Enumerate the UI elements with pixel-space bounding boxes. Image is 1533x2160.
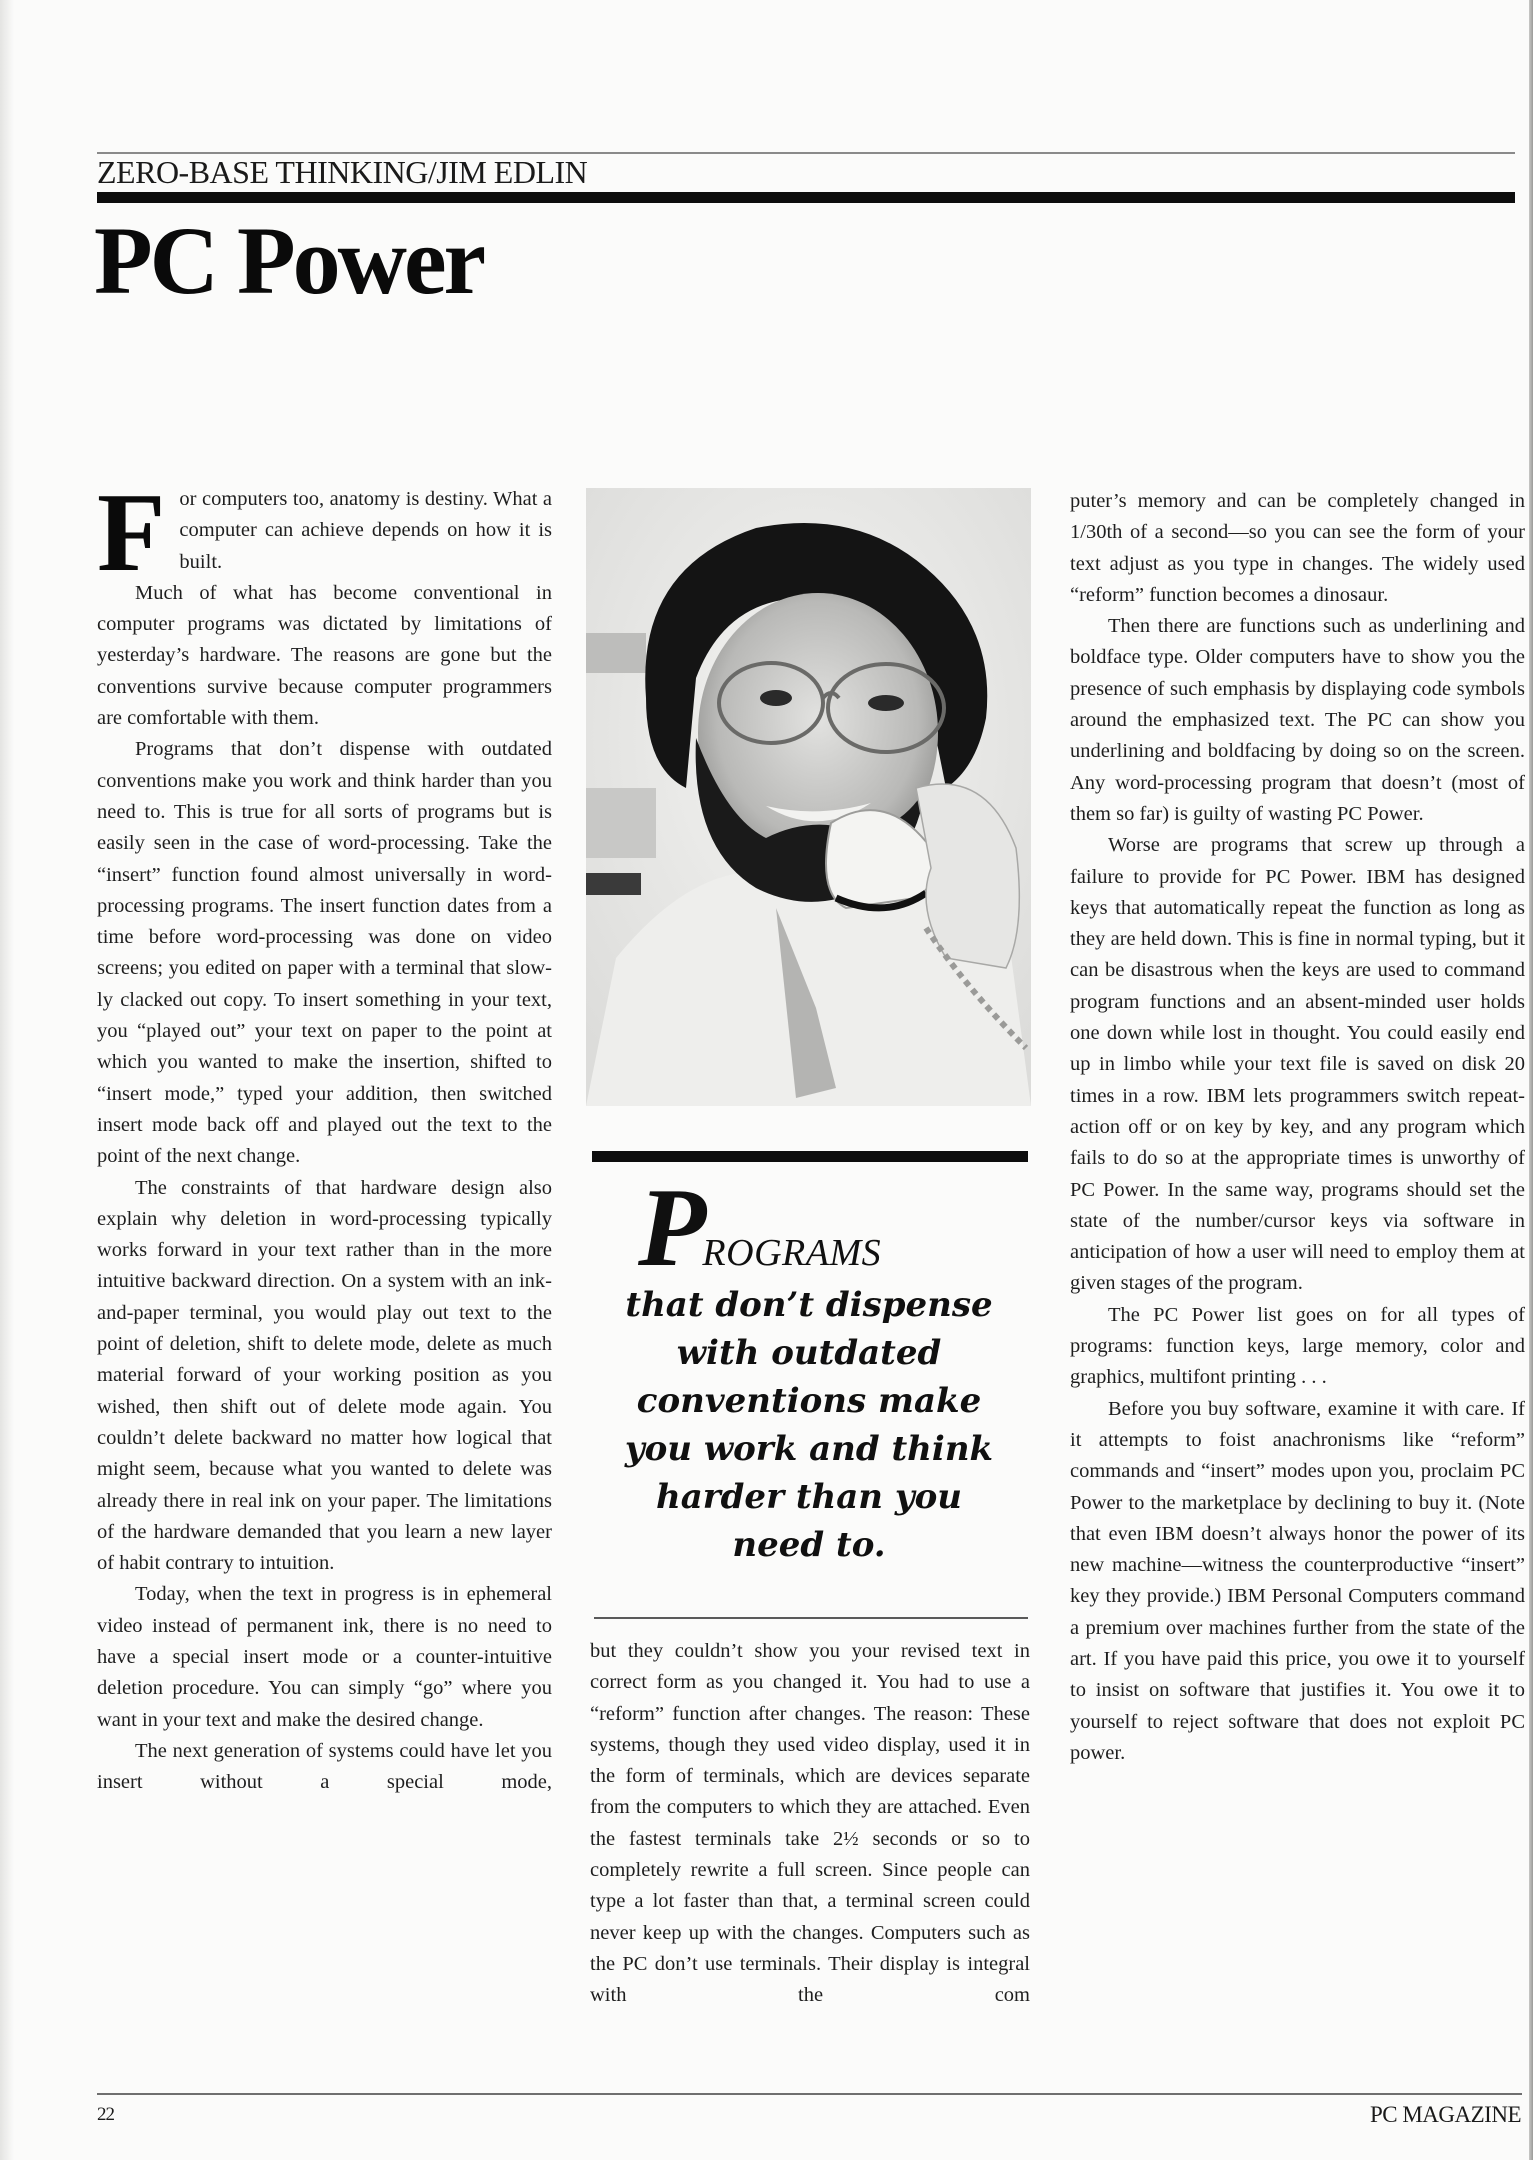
paragraph: The constraints of that hardware design also explain why deletion in word-processing typically works forward in your text rather than in the more intuitive backward direction. On a system with an ink-and-paper terminal, you would play out text to the point of deletion, shift to delete mode, delete as much material forward of your working position as you wished, then shift out of delete mode again. You couldn’t delete backward no matter how logical that might seem, because what you wanted to delete was already there in real ink on your paper. The limitations of the hardware demanded that you learn a new layer of habit contrary to intuition. — [97, 1176, 552, 1575]
right-column — [1070, 486, 1525, 1769]
paragraph: Much of what has become conventional in computer programs was dictated by limitations of yesterday’s hardware. The reasons are gone but the conventions survive because computer programmers are comfortable with them. — [97, 581, 552, 730]
paragraph: Then there are functions such as underlining and boldface type. Older computers have to show you the presence of such emphasis by displaying code symbols around the emphasized text. The PC can show you underlining and boldfacing by doing so on the screen. Any word-processing program that doesn’t (most of them so far) is guilty of wasting PC Power. — [1070, 615, 1525, 825]
pull-quote-first-word: ROGRAMS — [702, 1232, 882, 1274]
paragraph: Programs that don’t dispense with outdated conventions make you work and think harder than you need to. This is true for all sorts of programs but is easily seen in the case of word-processing. Take the “insert” function found almost universally in word-processing programs. The insert function dates from a time before word-processing was done on video screens; you edited on paper with a terminal that slowly clacked out copy. To insert something in your text, you “played out” your text on paper to the point at which you wanted to make the insertion, shifted to “insert mode,” typed your addition, then switched insert mode back off and played out the text to the point of the next change. — [97, 738, 552, 1168]
pull-quote-line: conventions make — [636, 1381, 982, 1421]
footer-rule — [97, 2093, 1522, 2095]
page-gutter-shadow — [0, 0, 14, 2160]
paragraph: The PC Power list goes on for all types of programs: function keys, large memory, color and graphics, multifont printing . . . — [1070, 1303, 1525, 1389]
paragraph: The next generation of systems could have let you insert without a special mode, — [97, 1739, 552, 1794]
left-column — [97, 471, 552, 1798]
paragraph: but they couldn’t show you your revised text in correct form as you changed it. You had to use a “reform” function after changes. The reason: These systems, though they used video display, used it in the form of terminals, which are devices separate from the computers to which they are attached. Even the fastest terminals take 2½ seconds or so to completely rewrite a full screen. Since people can type a lot faster than that, a terminal screen could never keep up with the changes. Computers such as the PC don’t use terminals. Their display is integral with the com — [590, 1640, 1030, 2007]
opening-paragraph — [97, 471, 552, 595]
pull-quote — [586, 1166, 1032, 1569]
page-number: 22 — [97, 2104, 114, 2125]
pull-quote-line: that don’t dispense — [625, 1285, 993, 1325]
pull-quote-line: with outdated — [676, 1333, 942, 1373]
header-thick-rule — [97, 192, 1515, 203]
pull-quote-top-rule — [592, 1151, 1028, 1162]
page-edge — [1529, 0, 1533, 2160]
pull-quote-line: you work and think — [624, 1429, 994, 1469]
publication-name: PC MAGAZINE — [1369, 2102, 1521, 2127]
pull-quote-line: need to. — [732, 1525, 886, 1565]
column-kicker: ZERO-BASE THINKING/JIM EDLIN — [97, 154, 588, 190]
middle-column — [590, 1636, 1030, 2012]
pull-quote-bottom-rule — [594, 1617, 1028, 1619]
portrait-image — [586, 488, 1031, 1106]
pull-quote-lead — [638, 1166, 1032, 1290]
pull-quote-line: harder than you — [656, 1477, 962, 1517]
paragraph: Today, when the text in progress is in ephemeral video instead of permanent ink, there is no need to have a special insert mode or a counter-intuitive deletion procedure. You can simply “go” where you want in your text and make the desired change. — [97, 1583, 552, 1731]
paragraph: Worse are programs that screw up through a failure to provide for PC Power. IBM has designed keys that automatically repeat the function as long as they are held down. This is fine in normal typing, but it can be disastrous when the keys are used to command program functions and an absent-minded user holds one down while lost in thought. You could easily end up in limbo while your text file is saved on disk 20 times in a row. IBM lets programmers switch repeat-action off or on key by key, and any program which fails to do so at the appropriate times is unworthy of PC Power. In the same way, programs should set the state of the number/cursor keys via software in anticipation of how a user will need to employ them at given stages of the program. — [1070, 834, 1525, 1295]
article-title: PC Power — [94, 207, 484, 314]
drop-cap: F — [97, 471, 166, 595]
paragraph: Before you buy software, examine it with care. If it attempts to foist anachronisms like “reform” commands and “insert” modes upon you, proclaim PC Power to the marketplace by declining to buy it. (Note that even IBM doesn’t always honor the power of its new machine—witness the counterproductive “insert” key they provide.) IBM Personal Computers command a premium over machines further from the state of the art. If you have paid this price, you owe it to yourself to insist on software that justifies it. You owe it to yourself to reject software that does not exploit PC power. — [1070, 1397, 1525, 1764]
paragraph-text: or computers too, anatomy is destiny. What a computer can achieve depends on how it is built. — [179, 488, 552, 573]
pull-quote-initial: P — [638, 1166, 703, 1290]
author-photo — [586, 488, 1031, 1106]
paragraph: puter’s memory and can be completely changed in 1/30th of a second—so you can see the form of your text adjust as you type in changes. The widely used “reform” function becomes a dinosaur. — [1070, 490, 1525, 606]
